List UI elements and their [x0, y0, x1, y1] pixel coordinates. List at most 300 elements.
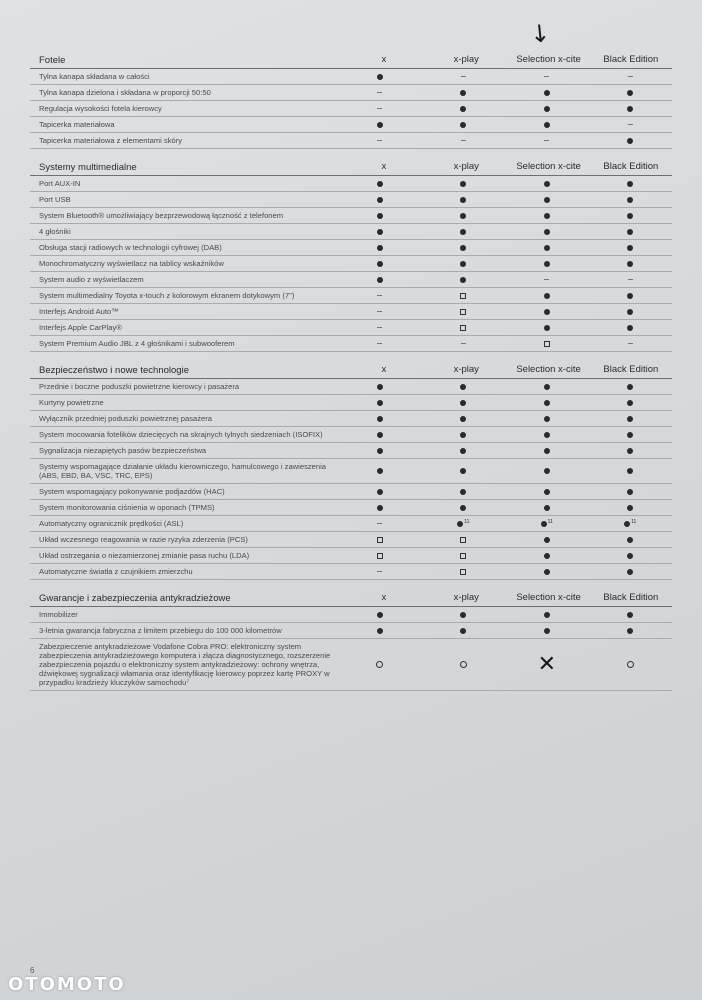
value-cell — [422, 104, 505, 113]
value-cell — [422, 291, 505, 300]
not-available-dash-icon — [461, 140, 466, 141]
value-cell — [505, 104, 588, 113]
standard-dot-icon — [627, 537, 633, 543]
value-cell — [505, 535, 588, 544]
value-cell — [505, 120, 588, 129]
row-label: Interfejs Android Auto™ — [39, 307, 119, 316]
standard-dot-icon — [627, 448, 633, 454]
standard-dot-icon — [460, 261, 466, 267]
value-cell — [505, 195, 588, 204]
not-available-dash-icon — [377, 311, 382, 312]
column-header: Selection x-cite — [516, 364, 581, 375]
standard-dot-icon — [627, 628, 633, 634]
option-square-icon — [460, 553, 466, 559]
standard-dot-icon — [544, 569, 550, 575]
value-cell — [505, 72, 588, 81]
value-cell — [338, 179, 421, 188]
standard-dot-icon — [460, 432, 466, 438]
table-row — [30, 443, 672, 459]
table-row — [30, 459, 672, 484]
table-row — [30, 484, 672, 500]
column-header: x — [381, 161, 387, 172]
standard-dot-icon — [460, 229, 466, 235]
value-cell — [589, 430, 672, 439]
standard-dot-icon — [460, 106, 466, 112]
value-cell — [505, 211, 588, 220]
table-row — [30, 532, 672, 548]
table-row — [30, 427, 672, 443]
value-cell — [338, 136, 421, 145]
standard-dot-icon — [377, 277, 383, 283]
value-cell — [505, 291, 588, 300]
value-cell — [338, 551, 421, 560]
value-cell — [505, 179, 588, 188]
row-label: Przednie i boczne poduszki powietrzne kierowcy i pasażera — [39, 382, 240, 391]
value-cell — [589, 398, 672, 407]
standard-dot-icon — [377, 489, 383, 495]
table-row — [30, 564, 672, 580]
option-square-icon — [544, 341, 550, 347]
row-label: Immobilizer — [39, 610, 78, 619]
not-available-dash-icon — [377, 140, 382, 141]
standard-dot-icon — [377, 400, 383, 406]
value-cell — [505, 339, 588, 348]
standard-dot-icon — [627, 416, 633, 422]
value-cell — [589, 626, 672, 635]
standard-dot-icon — [377, 229, 383, 235]
standard-dot-icon — [627, 181, 633, 187]
value-cell — [422, 179, 505, 188]
standard-dot-icon — [377, 628, 383, 634]
column-header: x-play — [453, 364, 479, 375]
standard-dot-icon — [544, 553, 550, 559]
row-label: Tapicerka materiałowa — [39, 120, 115, 129]
not-available-dash-icon — [377, 92, 382, 93]
value-cell — [589, 275, 672, 284]
standard-dot-icon — [544, 505, 550, 511]
standard-dot-icon — [627, 261, 633, 267]
column-header: x-play — [453, 54, 479, 65]
standard-dot-icon — [627, 505, 633, 511]
standard-dot-icon — [460, 416, 466, 422]
value-cell — [505, 414, 588, 423]
not-available-dash-icon — [461, 343, 466, 344]
value-cell — [505, 323, 588, 332]
row-label: Tylna kanapa składana w całości — [39, 72, 150, 81]
value-cell — [338, 72, 421, 81]
value-cell — [422, 243, 505, 252]
row-label: Automatyczne światła z czujnikiem zmierzchu — [39, 567, 193, 576]
value-cell — [422, 503, 505, 512]
value-cell — [338, 88, 421, 97]
not-available-dash-icon — [377, 327, 382, 328]
table-row — [30, 395, 672, 411]
standard-dot-icon — [627, 197, 633, 203]
standard-dot-icon — [627, 229, 633, 235]
table-row — [30, 272, 672, 288]
value-cell — [422, 88, 505, 97]
row-label: Systemy wspomagające działanie układu kierowniczego, hamulcowego i zawieszenia (ABS, EBD, BA, VSC, TRC, EPS) — [39, 462, 327, 480]
value-cell — [422, 136, 505, 145]
standard-dot-icon — [377, 261, 383, 267]
standard-dot-icon — [460, 400, 466, 406]
table-row — [30, 192, 672, 208]
standard-dot-icon — [544, 90, 550, 96]
value-cell — [589, 120, 672, 129]
value-cell — [422, 430, 505, 439]
value-cell — [589, 136, 672, 145]
value-cell — [338, 626, 421, 635]
not-available-dash-icon — [377, 108, 382, 109]
standard-dot-icon — [544, 181, 550, 187]
standard-dot-icon — [377, 384, 383, 390]
value-cell — [589, 551, 672, 560]
value-cell — [589, 259, 672, 268]
section-title: Fotele — [39, 55, 66, 66]
value-cell — [422, 626, 505, 635]
value-cell — [422, 535, 505, 544]
value-cell — [422, 211, 505, 220]
row-label: System multimedialny Toyota x-touch z kolorowym ekranem dotykowym (7") — [39, 291, 295, 300]
value-cell — [505, 88, 588, 97]
standard-dot-icon — [460, 245, 466, 251]
table-row — [30, 176, 672, 192]
table-row — [30, 639, 672, 691]
row-label: Tapicerka materiałowa z elementami skóry — [39, 136, 183, 145]
standard-dot-icon — [544, 400, 550, 406]
standard-dot-icon — [541, 521, 547, 527]
value-cell — [422, 195, 505, 204]
standard-dot-icon — [627, 138, 633, 144]
not-available-dash-icon — [628, 124, 633, 125]
handwritten-cross-icon: ✕ — [537, 651, 556, 677]
value-cell — [505, 446, 588, 455]
value-cell — [589, 535, 672, 544]
value-cell — [589, 610, 672, 619]
standard-dot-icon — [627, 400, 633, 406]
standard-dot-icon — [544, 432, 550, 438]
value-cell — [589, 211, 672, 220]
standard-dot-icon — [544, 416, 550, 422]
value-cell — [589, 307, 672, 316]
value-cell — [338, 414, 421, 423]
table-row — [30, 69, 672, 85]
value-cell — [338, 307, 421, 316]
row-label: Układ ostrzegania o niezamierzonej zmianie pasa ruchu (LDA) — [39, 551, 250, 560]
row-label: Port AUX-IN — [39, 179, 81, 188]
column-header: Black Edition — [603, 54, 659, 65]
value-cell — [505, 227, 588, 236]
value-cell — [589, 291, 672, 300]
value-cell — [338, 487, 421, 496]
value-cell — [505, 382, 588, 391]
not-available-dash-icon — [377, 295, 382, 296]
section — [30, 48, 672, 155]
value-cell — [422, 567, 505, 576]
value-cell — [422, 519, 505, 528]
row-label: System wspomagający pokonywanie podjazdów (HAC) — [39, 487, 225, 496]
equipment-table — [30, 48, 672, 697]
table-row — [30, 411, 672, 427]
row-label: Kurtyny powietrzne — [39, 398, 104, 407]
value-cell — [338, 243, 421, 252]
standard-dot-icon — [460, 384, 466, 390]
section-header — [30, 155, 672, 176]
not-available-dash-icon — [377, 571, 382, 572]
standard-dot-icon — [457, 521, 463, 527]
footnote-marker: 11 — [547, 519, 553, 525]
standard-dot-icon — [460, 181, 466, 187]
option-circle-icon — [376, 661, 383, 668]
value-cell — [338, 120, 421, 129]
value-cell — [589, 179, 672, 188]
watermark-logo: OTOMOTO — [8, 974, 126, 995]
value-cell — [505, 651, 588, 677]
column-header: x — [381, 592, 387, 603]
value-cell — [338, 535, 421, 544]
value-cell — [338, 398, 421, 407]
option-square-icon — [377, 537, 383, 543]
standard-dot-icon — [627, 432, 633, 438]
standard-dot-icon — [460, 213, 466, 219]
value-cell — [422, 467, 505, 476]
value-cell — [338, 567, 421, 576]
standard-dot-icon — [544, 628, 550, 634]
standard-dot-icon — [544, 537, 550, 543]
value-cell — [338, 291, 421, 300]
handwritten-arrow-icon: ↓ — [528, 19, 552, 49]
standard-dot-icon — [460, 612, 466, 618]
table-row — [30, 607, 672, 623]
value-cell — [589, 88, 672, 97]
section-title: Gwarancje i zabezpieczenia antykradzieżowe — [39, 593, 231, 604]
not-available-dash-icon — [628, 279, 633, 280]
value-cell — [338, 610, 421, 619]
value-cell — [505, 503, 588, 512]
value-cell — [505, 275, 588, 284]
standard-dot-icon — [377, 181, 383, 187]
value-cell — [505, 307, 588, 316]
value-cell — [422, 259, 505, 268]
value-cell — [422, 275, 505, 284]
value-cell — [589, 243, 672, 252]
value-cell — [338, 227, 421, 236]
standard-dot-icon — [377, 213, 383, 219]
standard-dot-icon — [377, 122, 383, 128]
standard-dot-icon — [627, 90, 633, 96]
row-label: System Bluetooth® umożliwiający bezprzewodową łączność z telefonem — [39, 211, 284, 220]
table-row — [30, 336, 672, 352]
standard-dot-icon — [460, 628, 466, 634]
standard-dot-icon — [544, 213, 550, 219]
standard-dot-icon — [377, 468, 383, 474]
value-cell — [589, 519, 672, 528]
value-cell — [338, 275, 421, 284]
standard-dot-icon — [460, 448, 466, 454]
standard-dot-icon — [544, 293, 550, 299]
not-available-dash-icon — [628, 76, 633, 77]
table-row — [30, 101, 672, 117]
value-cell — [422, 227, 505, 236]
value-cell — [589, 227, 672, 236]
value-cell — [589, 567, 672, 576]
standard-dot-icon — [544, 489, 550, 495]
value-cell — [505, 487, 588, 496]
value-cell — [422, 323, 505, 332]
section-title: Bezpieczeństwo i nowe technologie — [39, 365, 189, 376]
value-cell — [505, 610, 588, 619]
standard-dot-icon — [544, 468, 550, 474]
standard-dot-icon — [377, 74, 383, 80]
standard-dot-icon — [627, 553, 633, 559]
option-square-icon — [460, 569, 466, 575]
standard-dot-icon — [460, 122, 466, 128]
value-cell — [589, 382, 672, 391]
value-cell — [338, 195, 421, 204]
standard-dot-icon — [544, 229, 550, 235]
row-label: System audio z wyświetlaczem — [39, 275, 144, 284]
column-header: x-play — [453, 161, 479, 172]
standard-dot-icon — [377, 448, 383, 454]
standard-dot-icon — [460, 505, 466, 511]
row-label: Układ wczesnego reagowania w razie ryzyka zderzenia (PCS) — [39, 535, 248, 544]
table-row — [30, 133, 672, 149]
value-cell — [505, 243, 588, 252]
value-cell — [338, 104, 421, 113]
footnote-marker: 11 — [464, 519, 470, 525]
value-cell — [338, 259, 421, 268]
value-cell — [505, 519, 588, 528]
standard-dot-icon — [544, 309, 550, 315]
standard-dot-icon — [627, 489, 633, 495]
standard-dot-icon — [377, 612, 383, 618]
row-label: Sygnalizacja niezapiętych pasów bezpieczeństwa — [39, 446, 207, 455]
not-available-dash-icon — [628, 343, 633, 344]
column-header: Selection x-cite — [516, 161, 581, 172]
row-label: Wyłącznik przedniej poduszki powietrznej pasażera — [39, 414, 212, 423]
standard-dot-icon — [377, 416, 383, 422]
value-cell — [589, 467, 672, 476]
value-cell — [505, 259, 588, 268]
value-cell — [505, 398, 588, 407]
column-header: Black Edition — [603, 161, 659, 172]
value-cell — [422, 660, 505, 669]
option-square-icon — [460, 293, 466, 299]
value-cell — [338, 660, 421, 669]
standard-dot-icon — [627, 384, 633, 390]
standard-dot-icon — [544, 384, 550, 390]
value-cell — [589, 323, 672, 332]
row-label: Interfejs Apple CarPlay® — [39, 323, 122, 332]
standard-dot-icon — [377, 505, 383, 511]
standard-dot-icon — [627, 106, 633, 112]
row-label: Tylna kanapa dzielona i składana w proporcji 50:50 — [39, 88, 211, 97]
table-row — [30, 117, 672, 133]
column-header: x-play — [453, 592, 479, 603]
not-available-dash-icon — [544, 76, 549, 77]
column-header: x — [381, 364, 387, 375]
standard-dot-icon — [627, 569, 633, 575]
value-cell — [589, 104, 672, 113]
section — [30, 358, 672, 586]
value-cell — [422, 487, 505, 496]
section-header — [30, 358, 672, 379]
not-available-dash-icon — [377, 343, 382, 344]
value-cell — [422, 307, 505, 316]
value-cell — [589, 339, 672, 348]
section-gap — [30, 691, 672, 697]
table-row — [30, 379, 672, 395]
value-cell — [422, 120, 505, 129]
value-cell — [338, 382, 421, 391]
standard-dot-icon — [544, 245, 550, 251]
section-header — [30, 586, 672, 607]
table-row — [30, 208, 672, 224]
standard-dot-icon — [460, 468, 466, 474]
row-label: 4 głośniki — [39, 227, 71, 236]
value-cell — [589, 72, 672, 81]
value-cell — [589, 195, 672, 204]
standard-dot-icon — [544, 448, 550, 454]
row-label: Regulacja wysokości fotela kierowcy — [39, 104, 162, 113]
row-label: System mocowania fotelików dziecięcych na skrajnych tylnych siedzeniach (ISOFIX) — [39, 430, 323, 439]
standard-dot-icon — [627, 325, 633, 331]
standard-dot-icon — [624, 521, 630, 527]
standard-dot-icon — [460, 90, 466, 96]
standard-dot-icon — [544, 122, 550, 128]
row-label: System Premium Audio JBL z 4 głośnikami i subwooferem — [39, 339, 235, 348]
value-cell — [338, 446, 421, 455]
value-cell — [589, 660, 672, 669]
value-cell — [505, 551, 588, 560]
column-header: x — [381, 54, 387, 65]
table-row — [30, 516, 672, 532]
row-label: System monitorowania ciśnienia w oponach (TPMS) — [39, 503, 215, 512]
column-header: Black Edition — [603, 364, 659, 375]
not-available-dash-icon — [544, 279, 549, 280]
footnote-marker: 11 — [631, 519, 637, 525]
standard-dot-icon — [460, 277, 466, 283]
value-cell — [338, 503, 421, 512]
standard-dot-icon — [460, 489, 466, 495]
option-square-icon — [460, 309, 466, 315]
standard-dot-icon — [627, 612, 633, 618]
table-row — [30, 304, 672, 320]
value-cell — [422, 446, 505, 455]
value-cell — [422, 551, 505, 560]
not-available-dash-icon — [461, 76, 466, 77]
value-cell — [589, 487, 672, 496]
table-row — [30, 224, 672, 240]
page-number: 6 — [30, 966, 35, 975]
standard-dot-icon — [627, 293, 633, 299]
option-square-icon — [377, 553, 383, 559]
standard-dot-icon — [544, 197, 550, 203]
section-title: Systemy multimedialne — [39, 162, 137, 173]
value-cell — [338, 467, 421, 476]
value-cell — [589, 503, 672, 512]
standard-dot-icon — [627, 309, 633, 315]
row-label: 3-letnia gwarancja fabryczna z limitem przebiegu do 100 000 kilometrów — [39, 626, 282, 635]
value-cell — [338, 211, 421, 220]
column-header: Selection x-cite — [516, 592, 581, 603]
value-cell — [422, 398, 505, 407]
not-available-dash-icon — [544, 140, 549, 141]
table-row — [30, 240, 672, 256]
table-row — [30, 548, 672, 564]
value-cell — [338, 519, 421, 528]
standard-dot-icon — [627, 245, 633, 251]
